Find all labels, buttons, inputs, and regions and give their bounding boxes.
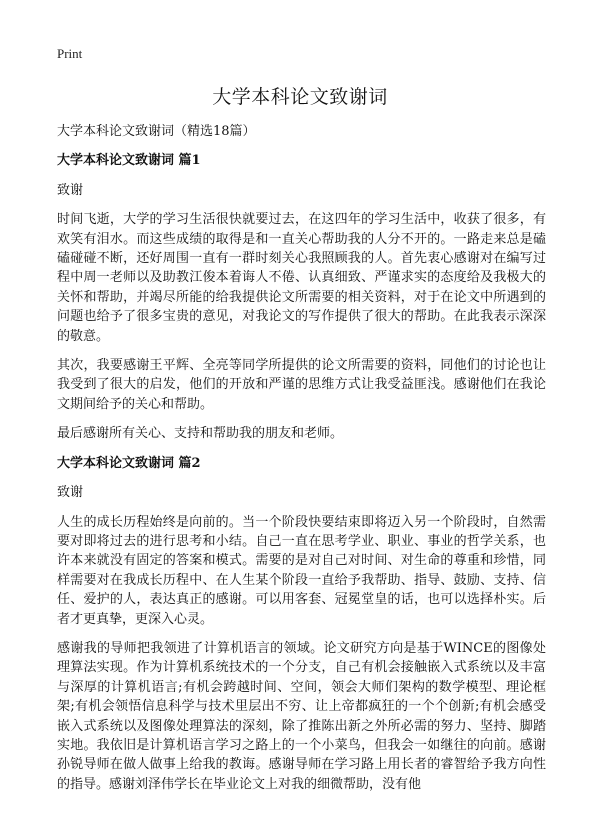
paragraph: 人生的成长历程始终是向前的。当一个阶段快要结束即将迈入另一个阶段时，自然需要对即将过去的进行思考和小结。自己一直在思考学业、职业、事业的哲学关系，也许本来就没有固定的答案和模式。需要的是对自己对时间、对生命的尊重和珍惜，同样需要对在我成长历程中、在人生某个阶段一直给予我帮助、指导、鼓励、支持、信任、爱护的人，表达真正的感谢。可以用客套、冠冕堂皇的话，也可以选择朴实。后者才更真挚，更深入心灵。: [57, 514, 546, 627]
section-heading-1: 大学本科论文致谢词 篇1: [57, 153, 201, 169]
page-title: 大学本科论文致谢词: [212, 86, 388, 108]
section-salutation-1: 致谢: [57, 182, 84, 198]
paragraph: 其次，我要感谢王平辉、全亮等同学所提供的论文所需要的资料，同他们的讨论也让我受到了很大的启发，他们的开放和严谨的思维方式让我受益匪浅。感谢他们在我论文期间给予的关心和帮助。: [57, 358, 546, 412]
paragraph: 最后感谢所有关心、支持和帮助我的朋友和老师。: [57, 426, 344, 442]
section-salutation-2: 致谢: [57, 485, 84, 501]
paragraph: 时间飞逝，大学的学习生活很快就要过去，在这四年的学习生活中，收获了很多，有欢笑有泪水。而这些成绩的取得是和一直关心帮助我的人分不开的。一路走来总是磕磕碰碰不断，还好周围一直有一群时刻关心我照顾我的人。首先衷心感谢对在编写过程中周一老师以及助教江俊本着诲人不倦、认真细致、严谨求实的态度给及我极大的关怀和帮助，并竭尽所能的给我提供论文所需要的相关资料，对于在论文中所遇到的问题也给予了很多宝贵的意见，对我论文的写作提供了很大的帮助。在此我表示深深的敬意。: [57, 212, 546, 344]
print-label[interactable]: Print: [57, 46, 83, 61]
document-subtitle: 大学本科论文致谢词（精选18篇）: [57, 124, 256, 139]
paragraph: 感谢我的导师把我领进了计算机语言的领域。论文研究方向是基于WINCE的图像处理算法实现。作为计算机系统技术的一个分支，自己有机会接触嵌入式系统以及丰富与深厚的计算机语言;有机会跨越时间、空间，领会大师们架构的数学模型、理论框架;有机会领悟信息科学与技术里层出不穷、让上帝都疯狂的一个个创新;有机会感受嵌入式系统以及图像处理算法的深刻，除了推陈出新之外所必需的努力、坚持、脚踏实地。我依旧是计算机语言学习之路上的一个小菜鸟，但我会一如继往的向前。感谢孙锐导师在做人做事上给我的教诲。感谢导师在学习路上用长者的睿智给予我方向性的指导。感谢刘泽伟学长在毕业论文上对我的细微帮助，没有他: [57, 640, 546, 792]
document-body: [57, 122, 546, 804]
section-heading-2: 大学本科论文致谢词 篇2: [57, 455, 201, 471]
